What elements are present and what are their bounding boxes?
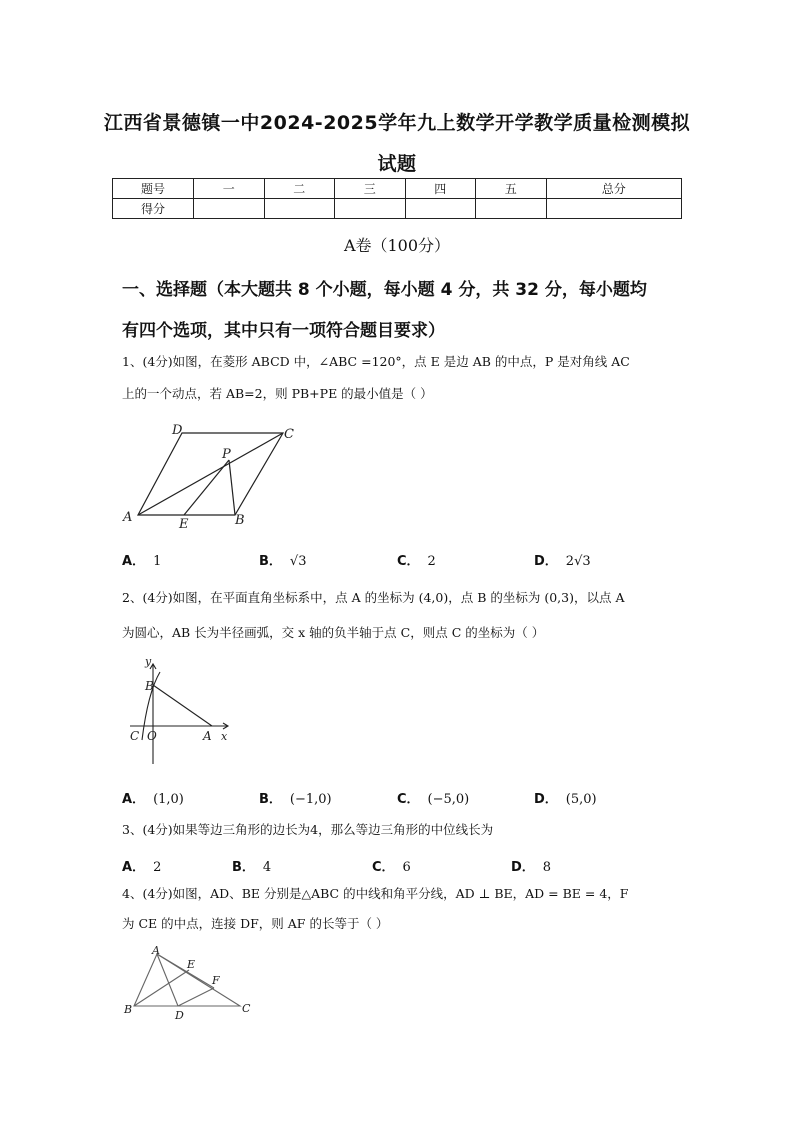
q2-option-c[interactable] — [397, 788, 469, 807]
option-text: 1 — [153, 554, 162, 569]
q1-option-d[interactable] — [534, 550, 591, 569]
q3-option-a[interactable] — [122, 856, 161, 875]
option-letter: C． — [372, 860, 395, 875]
q3-option-d[interactable] — [511, 856, 551, 875]
option-text: 6 — [402, 860, 411, 875]
q1-option-a[interactable] — [122, 550, 161, 569]
q1-option-c[interactable] — [397, 550, 436, 569]
option-text: 2 — [427, 554, 436, 569]
q2-option-a[interactable] — [122, 788, 184, 807]
q4-label-e: E — [187, 958, 196, 971]
q2-option-d[interactable] — [534, 788, 597, 807]
option-letter: B． — [259, 554, 282, 569]
option-letter: D． — [511, 860, 535, 875]
q2-option-b[interactable] — [259, 788, 332, 807]
option-letter: A． — [122, 860, 146, 875]
score-input-cell[interactable] — [405, 199, 476, 219]
option-text: √3 — [289, 554, 307, 569]
q1-label-a: A — [123, 510, 133, 525]
q2-label-c: C — [130, 729, 140, 743]
score-input-cell[interactable] — [335, 199, 406, 219]
score-cell: 三 — [335, 179, 406, 199]
q1-line2: 上的一个动点，若 AB=2，则 PB+PE 的最小值是（ ） — [122, 386, 433, 401]
q1-label-p: P — [222, 447, 231, 462]
score-cell: 得分 — [113, 199, 194, 219]
q2-label-x: x — [221, 730, 228, 743]
q1-label-c: C — [284, 427, 294, 442]
q2-line1: 2、(4分)如图，在平面直角坐标系中，点 A 的坐标为 (4,0)，点 B 的坐标为 (0,3)，以点 A — [122, 590, 625, 605]
q4-label-d: D — [175, 1009, 184, 1022]
q4-label-b: B — [124, 1003, 133, 1016]
q4-line2: 为 CE 的中点，连接 DF，则 AF 的长等于（ ） — [122, 916, 389, 931]
q2-label-b: B — [145, 679, 154, 693]
score-cell: 五 — [476, 179, 547, 199]
q1-label-b: B — [235, 513, 245, 528]
score-table-score-row — [113, 199, 682, 219]
section-heading-line1: 一、选择题（本大题共 8 个小题，每小题 4 分，共 32 分，每小题均 — [122, 280, 647, 300]
section-heading-line2: 有四个选项，其中只有一项符合题目要求） — [122, 321, 445, 341]
q2-coordinate-figure — [118, 652, 238, 770]
option-text: 4 — [262, 860, 272, 875]
option-text: (1,0) — [153, 792, 184, 807]
q2-label-o: O — [147, 729, 157, 743]
score-cell: 总分 — [546, 179, 682, 199]
q1-option-b[interactable] — [259, 550, 306, 569]
option-text: 2√3 — [565, 554, 591, 569]
q4-label-c: C — [242, 1002, 251, 1015]
q1-rhombus-figure — [118, 420, 308, 530]
option-text: (5,0) — [565, 792, 597, 807]
option-letter: C． — [397, 554, 420, 569]
q3-line1: 3、(4分)如果等边三角形的边长为4，那么等边三角形的中位线长为 — [122, 822, 494, 837]
score-input-cell[interactable] — [546, 199, 682, 219]
q1-line1: 1、(4分)如图，在菱形 ABCD 中，∠ABC =120°，点 E 是边 AB 的中点，P 是对角线 AC — [122, 354, 630, 369]
option-letter: A． — [122, 554, 146, 569]
q4-triangle-figure — [120, 944, 260, 1024]
q2-label-y: y — [145, 655, 152, 668]
q1-label-d: D — [172, 423, 183, 438]
q3-option-b[interactable] — [232, 856, 271, 875]
q3-option-c[interactable] — [372, 856, 411, 875]
option-text: (−1,0) — [289, 792, 332, 807]
score-cell: 四 — [405, 179, 476, 199]
score-input-cell[interactable] — [476, 199, 547, 219]
q2-line2: 为圆心，AB 长为半径画弧，交 x 轴的负半轴于点 C，则点 C 的坐标为（ ） — [122, 625, 545, 640]
option-text: (−5,0) — [427, 792, 470, 807]
q2-label-a: A — [203, 729, 212, 743]
score-table-header-row — [113, 179, 682, 199]
score-cell: 题号 — [113, 179, 194, 199]
q4-label-a: A — [152, 944, 160, 957]
volume-heading: A卷（100分） — [343, 236, 451, 255]
option-letter: D． — [534, 792, 558, 807]
option-text: 8 — [542, 860, 552, 875]
q1-label-e: E — [179, 517, 189, 530]
exam-title-line2: 试题 — [377, 153, 417, 175]
exam-title-line1: 江西省景德镇一中2024-2025学年九上数学开学教学质量检测模拟 — [103, 112, 691, 134]
score-input-cell[interactable] — [194, 199, 265, 219]
score-cell: 二 — [264, 179, 335, 199]
option-letter: D． — [534, 554, 558, 569]
option-letter: A． — [122, 792, 146, 807]
q4-label-f: F — [212, 974, 220, 987]
score-input-cell[interactable] — [264, 199, 335, 219]
option-letter: B． — [232, 860, 255, 875]
option-letter: C． — [397, 792, 420, 807]
option-letter: B． — [259, 792, 282, 807]
q4-line1: 4、(4分)如图，AD、BE 分别是△ABC 的中线和角平分线，AD ⊥ BE，AD = BE = 4，F — [122, 886, 629, 901]
option-text: 2 — [153, 860, 162, 875]
score-cell: 一 — [194, 179, 265, 199]
score-table — [112, 178, 682, 219]
